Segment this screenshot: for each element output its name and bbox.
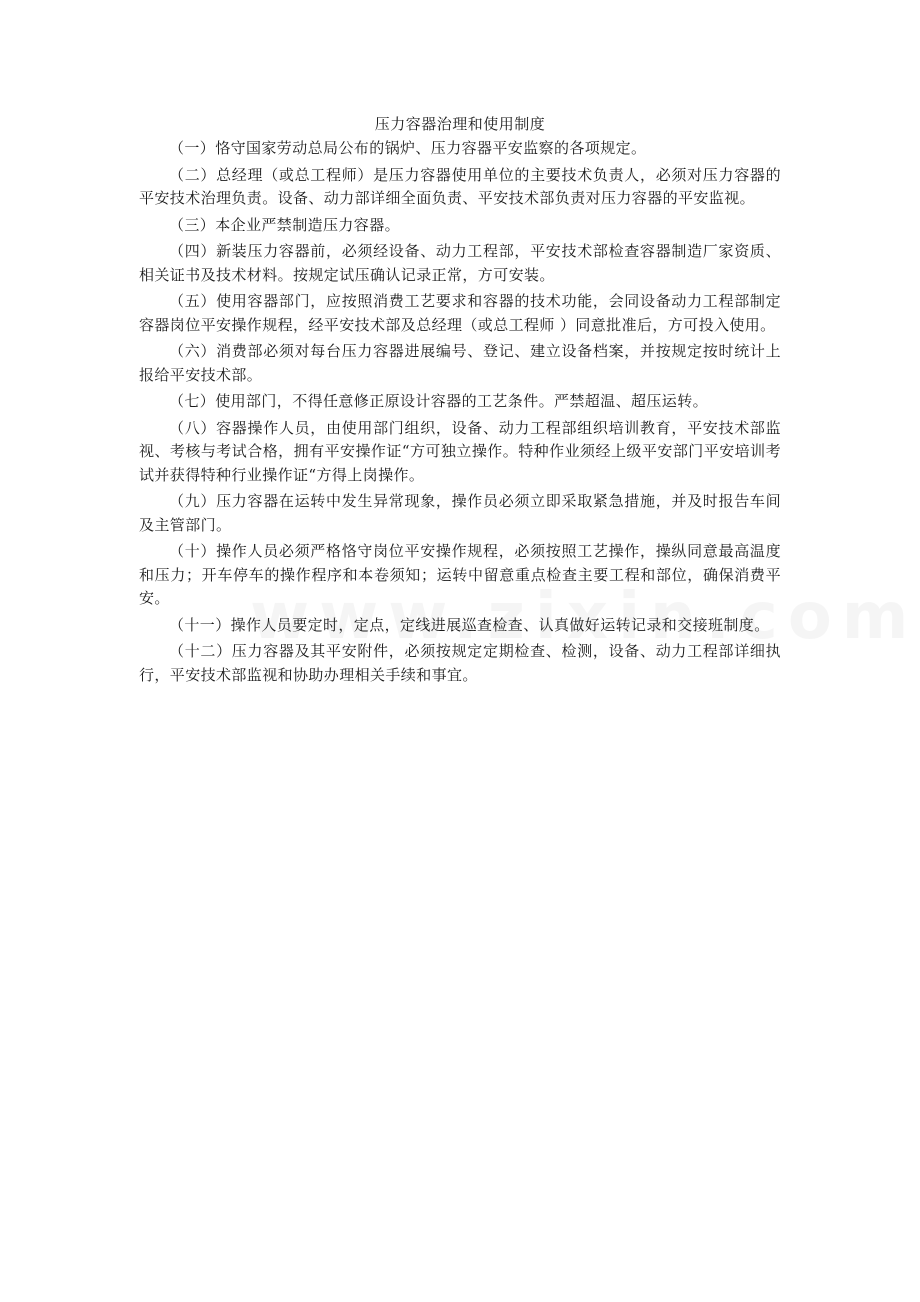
paragraph-7: （七）使用部门，不得任意修正原设计容器的工艺条件。严禁超温、超压运转。 [169,392,709,410]
paragraph-3: （三）本企业严禁制造压力容器。 [169,215,401,234]
paragraph-8: （八）容器操作人员，由使用部门组织，设备、动力工程部组织培训教育，平安技术部监视、考核与考试合格，拥有平安操作证“方可独立操作。特种作业须经上级平安部门平安培训考试并获得特种行业操作证“方得上岗操作。 [139,418,781,484]
paragraph-12: （十二）压力容器及其平安附件，必须按规定定期检查、检测，设备、动力工程部详细执行，平安技术部监视和协助办理相关手续和事宜。 [139,642,781,684]
paragraph-5: （五）使用容器部门，应按照消费工艺要求和容器的技术功能，会同设备动力工程部制定容器岗位平安操作规程，经平安技术部及总经理（或总工程师 ）同意批准后，方可投入使用。 [139,292,781,334]
paragraph-2: （二）总经理（或总工程师）是压力容器使用单位的主要技术负责人，必须对压力容器的平安技术治理负责。设备、动力部详细全面负责、平安技术部负责对压力容器的平安监视。 [139,165,781,207]
paragraph-9: （九）压力容器在运转中发生异常现象，操作员必须立即采取紧急措施，并及时报告车间及主管部门。 [139,492,781,534]
paragraph-1: （一）恪守国家劳动总局公布的锅炉、压力容器平安监察的各项规定。 [169,139,647,157]
document-title: 压力容器治理和使用制度 [374,115,546,133]
paragraph-11: （十一）操作人员要定时，定点，定线进展巡查检查、认真做好运转记录和交接班制度。 [169,615,770,634]
paragraph-10: （十）操作人员必须严格恪守岗位平安操作规程，必须按照工艺操作，操纵同意最高温度和压力；开车停车的操作程序和本卷须知；运转中留意重点检查主要工程和部位，确保消费平安。 [139,542,781,607]
paragraph-6: （六）消费部必须对每台压力容器进展编号、登记、建立设备档案，并按规定按时统计上报给平安技术部。 [139,342,781,384]
document-body [139,112,781,690]
paragraph-4: （四）新装压力容器前，必须经设备、动力工程部，平安技术部检查容器制造厂家资质、相关证书及技术材料。按规定试压确认记录正常，方可安装。 [139,242,781,284]
